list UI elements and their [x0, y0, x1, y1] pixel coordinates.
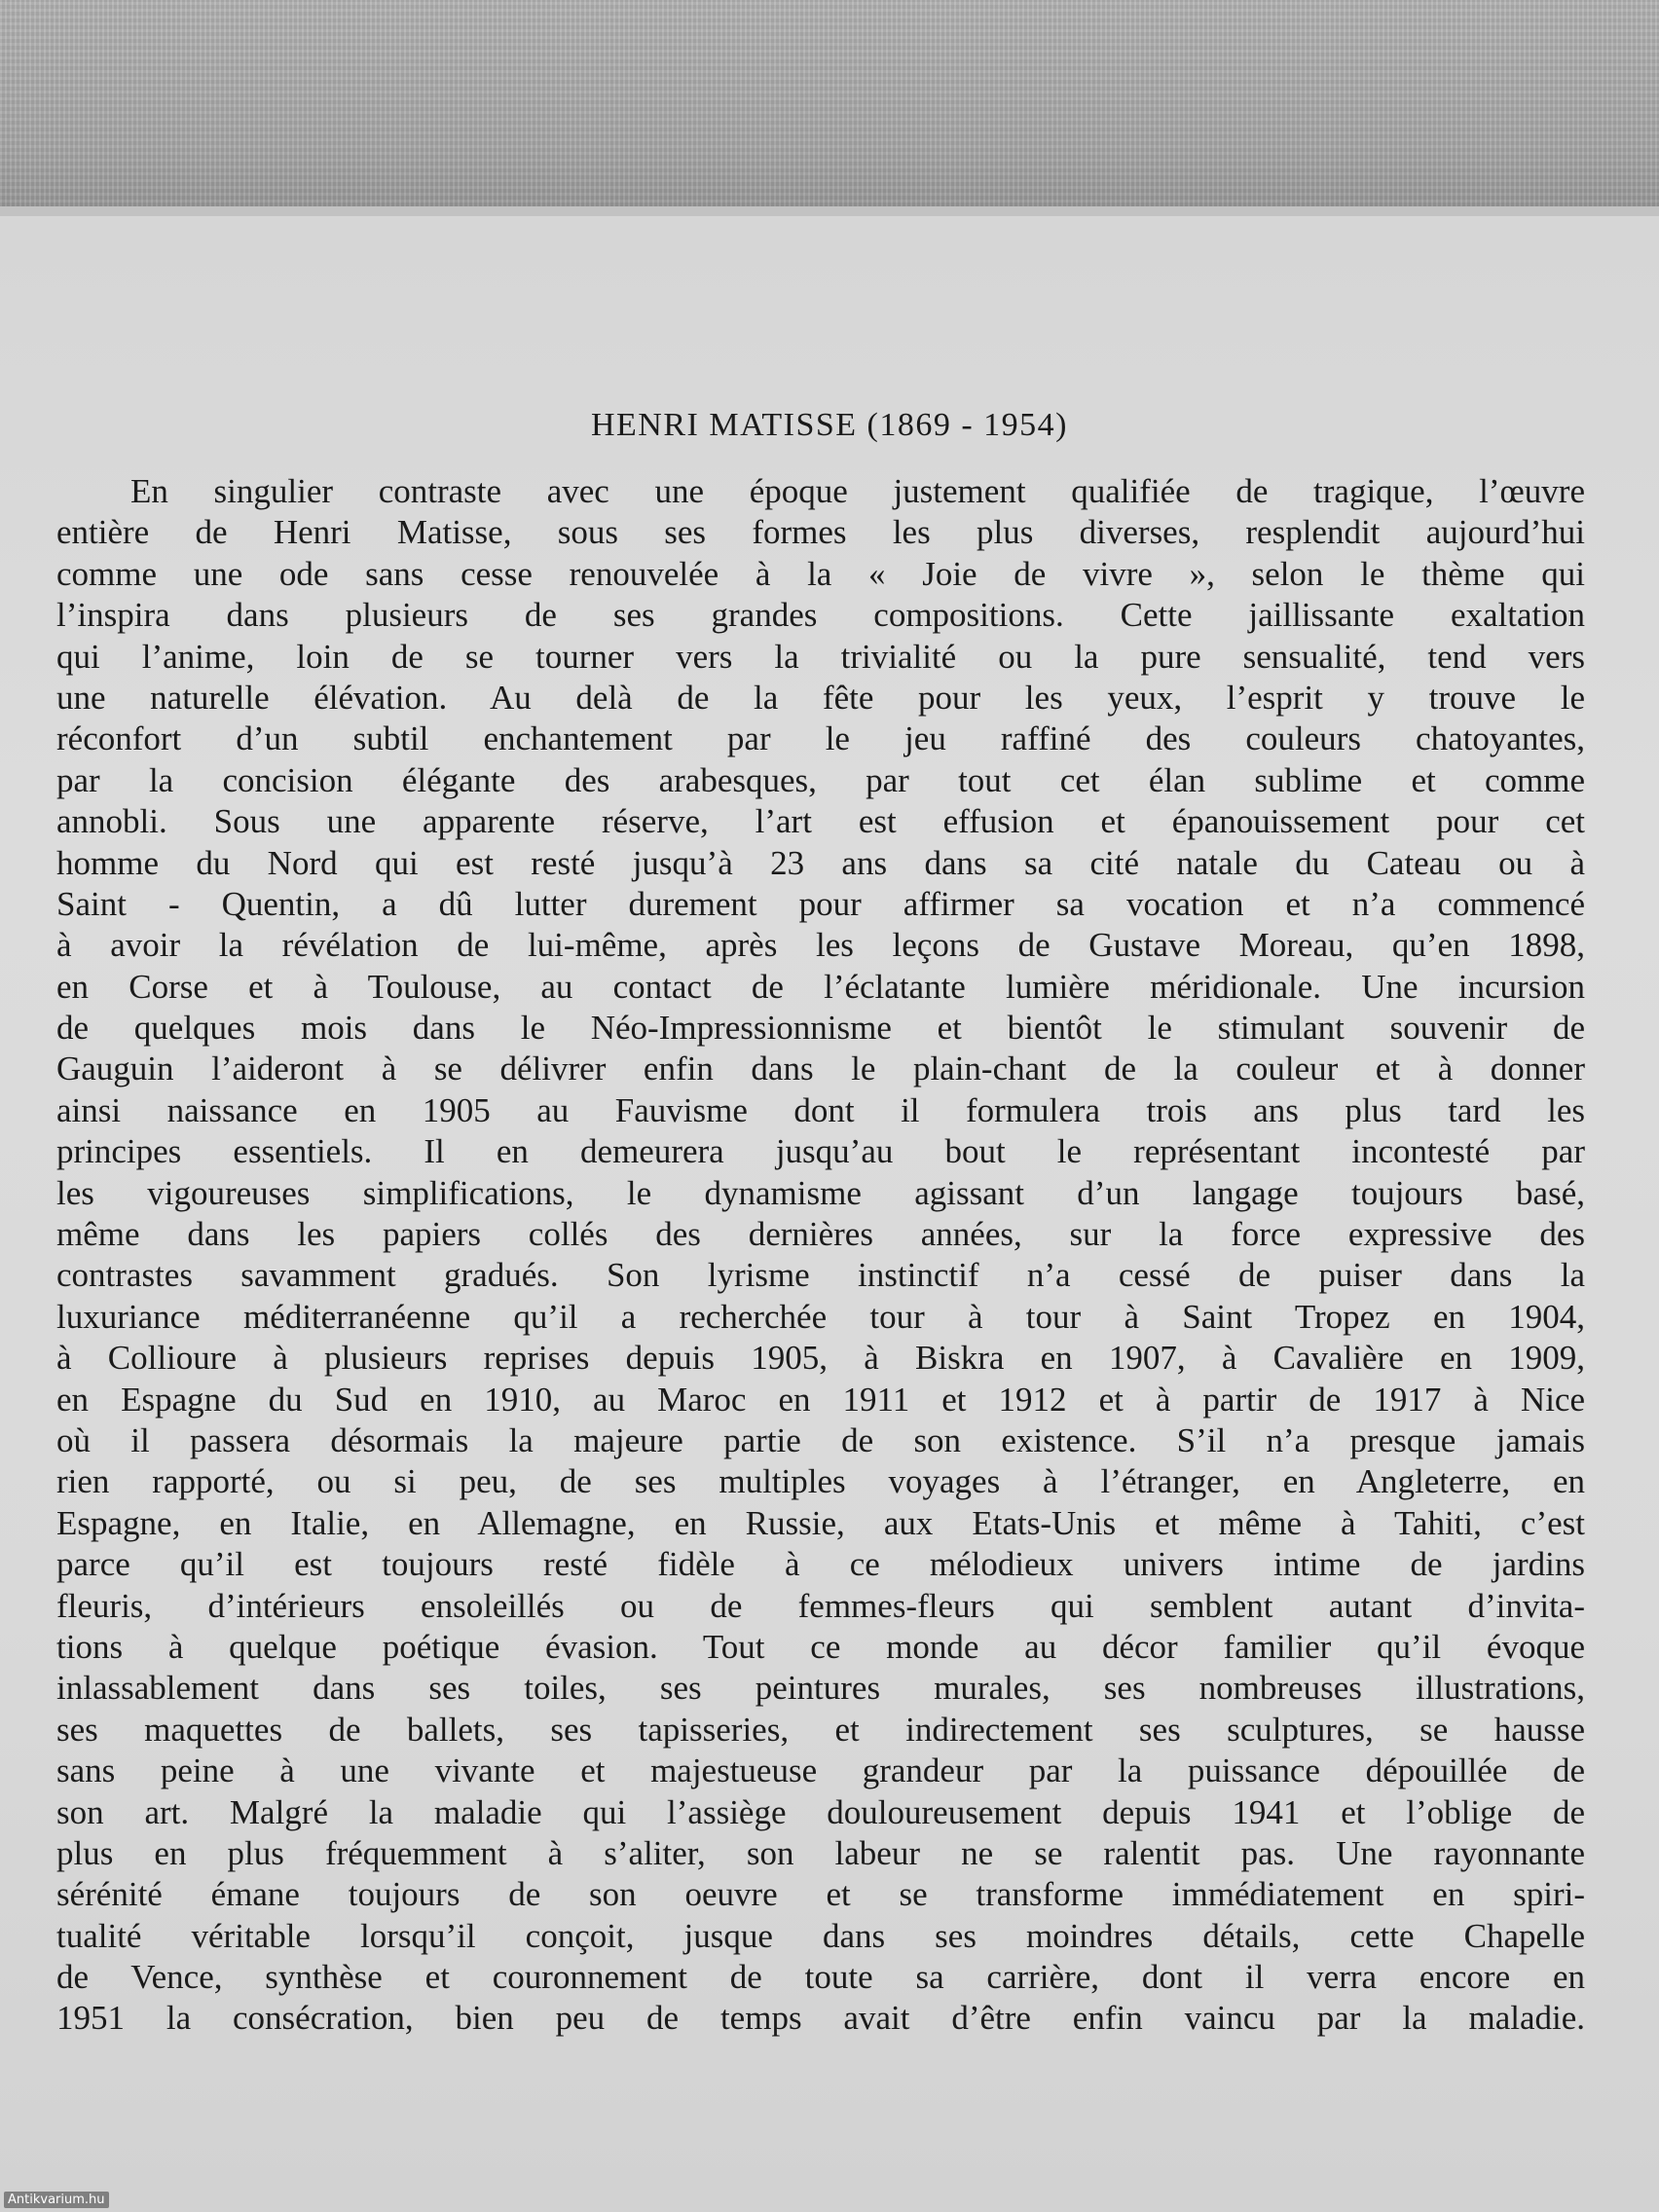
- text-line: comme une ode sans cesse renouvelée à la « Joie de vivre », selon le thème qui: [56, 554, 1585, 593]
- page-title: HENRI MATISSE (1869 - 1954): [590, 407, 1069, 443]
- text-line: par la concision élégante des arabesques, par tout cet élan sublime et comme: [56, 760, 1585, 799]
- text-line: qui l’anime, loin de se tourner vers la trivialité ou la pure sensualité, tend vers: [56, 637, 1585, 676]
- text-line: tualité véritable lorsqu’il conçoit, jusque dans ses moindres détails, cette Chapelle: [56, 1916, 1585, 1955]
- text-line: une naturelle élévation. Au delà de la fête pour les yeux, l’esprit y trouve le: [56, 678, 1585, 717]
- background-surface: [0, 0, 1659, 209]
- text-line: sans peine à une vivante et majestueuse grandeur par la puissance dépouillée de: [56, 1751, 1585, 1790]
- text-line: son art. Malgré la maladie qui l’assiège douloureusement depuis 1941 et l’oblige de: [56, 1792, 1585, 1831]
- text-line: de quelques mois dans le Néo-Impressionnisme et bientôt le stimulant souvenir de: [56, 1009, 1585, 1048]
- book-page: [0, 206, 1659, 2212]
- text-line: à avoir la révélation de lui-même, après les leçons de Gustave Moreau, qu’en 1898,: [56, 926, 1585, 965]
- text-line: Espagne, en Italie, en Allemagne, en Russie, aux Etats-Unis et même à Tahiti, c’est: [56, 1503, 1585, 1542]
- text-line: l’inspira dans plusieurs de ses grandes compositions. Cette jaillissante exaltation: [56, 596, 1585, 635]
- text-line: en Corse et à Toulouse, au contact de l’éclatante lumière méridionale. Une incursion: [56, 967, 1585, 1006]
- text-line: ses maquettes de ballets, ses tapisseries, et indirectement ses sculptures, se hausse: [56, 1710, 1585, 1749]
- source-watermark: Antikvarium.hu: [4, 2192, 109, 2208]
- text-line: annobli. Sous une apparente réserve, l’art est effusion et épanouissement pour cet: [56, 802, 1585, 841]
- text-line: plus en plus fréquemment à s’aliter, son labeur ne se ralentit pas. Une rayonnante: [56, 1833, 1585, 1872]
- text-line: réconfort d’un subtil enchantement par le jeu raffiné des couleurs chatoyantes,: [56, 719, 1585, 758]
- text-line: homme du Nord qui est resté jusqu’à 23 ans dans sa cité natale du Cateau ou à: [56, 843, 1585, 882]
- text-line: luxuriance méditerranéenne qu’il a recherchée tour à tour à Saint Tropez en 1904,: [56, 1297, 1585, 1336]
- text-line: principes essentiels. Il en demeurera jusqu’au bout le représentant incontesté par: [56, 1132, 1585, 1171]
- text-line: sérénité émane toujours de son oeuvre et se transforme immédiatement en spiri-: [56, 1875, 1585, 1914]
- text-line: à Collioure à plusieurs reprises depuis 1905, à Biskra en 1907, à Cavalière en 1909,: [56, 1339, 1585, 1378]
- text-line: contrastes savamment gradués. Son lyrisme instinctif n’a cessé de puiser dans la: [56, 1256, 1585, 1295]
- text-line: rien rapporté, ou si peu, de ses multiples voyages à l’étranger, en Angleterre, en: [56, 1462, 1585, 1501]
- text-line: même dans les papiers collés des dernières années, sur la force expressive des: [56, 1215, 1585, 1254]
- text-line: de Vence, synthèse et couronnement de toute sa carrière, dont il verra encore en: [56, 1958, 1585, 1997]
- text-line: parce qu’il est toujours resté fidèle à ce mélodieux univers intime de jardins: [56, 1545, 1585, 1584]
- text-line: tions à quelque poétique évasion. Tout ce monde au décor familier qu’il évoque: [56, 1627, 1585, 1666]
- text-line: les vigoureuses simplifications, le dynamisme agissant d’un langage toujours basé,: [56, 1173, 1585, 1212]
- text-line: entière de Henri Matisse, sous ses formes les plus diverses, resplendit aujourd’hui: [56, 513, 1585, 552]
- text-line: inlassablement dans ses toiles, ses peintures murales, ses nombreuses illustrations,: [56, 1669, 1585, 1708]
- text-line: Gauguin l’aideront à se délivrer enfin dans le plain-chant de la couleur et à donner: [56, 1050, 1585, 1088]
- biography-paragraph: [56, 471, 1585, 2040]
- text-line: Saint - Quentin, a dû lutter durement pour affirmer sa vocation et n’a commencé: [56, 884, 1585, 923]
- text-line: En singulier contraste avec une époque justement qualifiée de tragique, l’œuvre: [130, 472, 1585, 510]
- text-line: 1951 la consécration, bien peu de temps avait d’être enfin vaincu par la maladie.: [56, 1999, 1585, 2038]
- text-line: en Espagne du Sud en 1910, au Maroc en 1911 et 1912 et à partir de 1917 à Nice: [56, 1380, 1585, 1419]
- text-line: fleuris, d’intérieurs ensoleillés ou de femmes-fleurs qui semblent autant d’invita-: [56, 1586, 1585, 1625]
- text-line: où il passera désormais la majeure partie de son existence. S’il n’a presque jamais: [56, 1420, 1585, 1459]
- text-line: ainsi naissance en 1905 au Fauvisme dont il formulera trois ans plus tard les: [56, 1090, 1585, 1129]
